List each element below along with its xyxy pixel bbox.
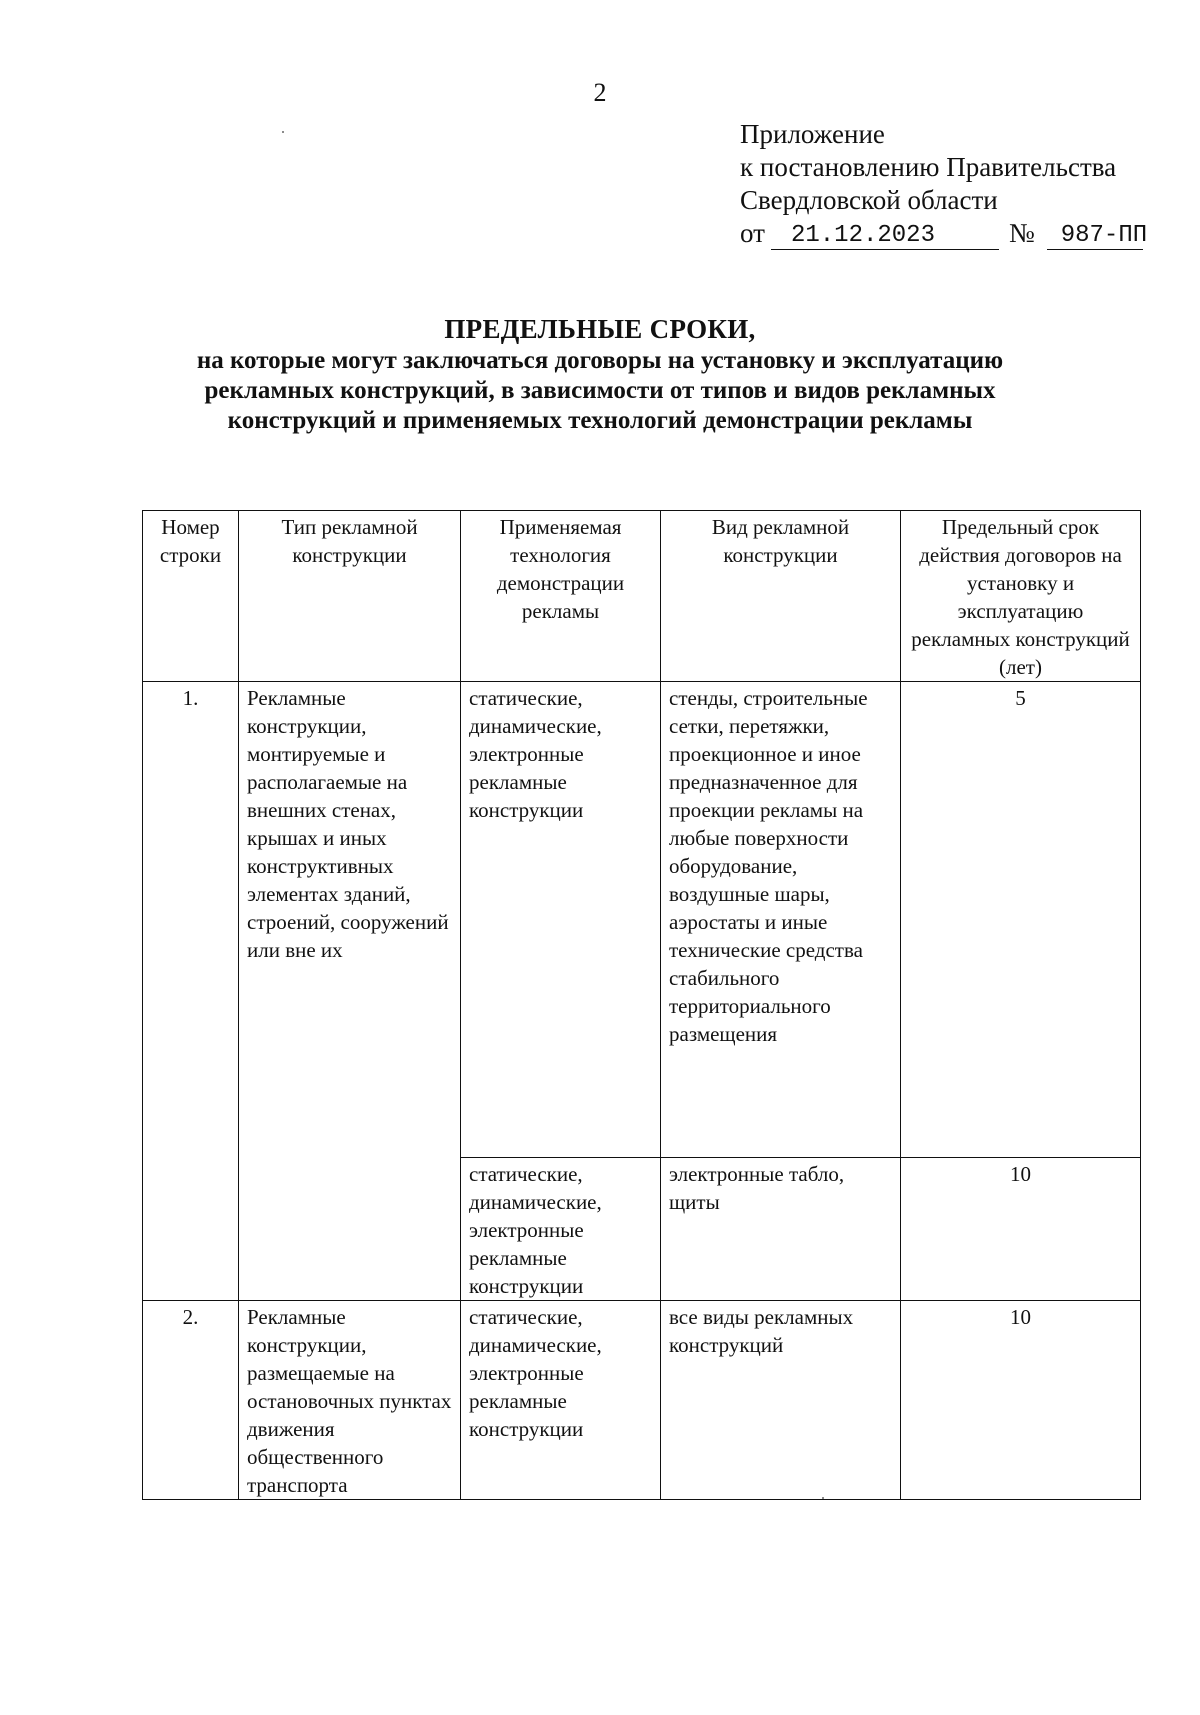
scan-speck: [822, 1497, 824, 1499]
row-kind: все виды рекламных конструкций: [661, 1301, 901, 1500]
title-line-2: рекламных конструкций, в зависимости от типов и видов рекламных: [204, 377, 996, 404]
title-heading: ПРЕДЕЛЬНЫЕ СРОКИ,: [444, 314, 756, 344]
row-technology: статические, динамические, электронные рекламные конструкции: [461, 682, 661, 1158]
annex-block: [740, 118, 1148, 250]
row-term: 5: [901, 682, 1141, 1158]
page-number: 2: [593, 78, 607, 107]
row-kind: электронные табло, щиты: [661, 1158, 901, 1301]
row-technology: статические, динамические, электронные рекламные конструкции: [461, 1158, 661, 1301]
table-row: [143, 1301, 1141, 1500]
header-construction-kind: Вид рекламной конструкции: [661, 511, 901, 682]
header-term: Предельный срок действия договоров на установку и эксплуатацию рекламных конструкций (лет): [901, 511, 1141, 682]
title-line-1: на которые могут заключаться договоры на установку и эксплуатацию: [196, 347, 1004, 374]
table-row: [143, 682, 1141, 1158]
title-line-3: конструкций и применяемых технологий демонстрации рекламы: [227, 407, 973, 434]
row-number: 1.: [143, 682, 239, 1301]
row-technology: статические, динамические, электронные рекламные конструкции: [461, 1301, 661, 1500]
date-prefix: от: [740, 218, 765, 248]
table-header-row: [143, 511, 1141, 682]
decree-date-number-line: [740, 217, 1148, 250]
annex-region: Свердловской области: [740, 185, 998, 215]
header-row-number: Номер строки: [143, 511, 239, 682]
decree-date: 21.12.2023: [771, 223, 999, 250]
header-technology: Применяемая технология демонстрации рекламы: [461, 511, 661, 682]
row-type: Рекламные конструкции, монтируемые и располагаемые на внешних стенах, крышах и иных конструктивных элементах зданий, строений, сооружений или вне их: [239, 682, 461, 1301]
header-construction-type: Тип рекламной конструкции: [239, 511, 461, 682]
number-label: №: [1008, 218, 1035, 248]
decree-number: 987-ПП: [1047, 223, 1143, 250]
row-term: 10: [901, 1301, 1141, 1500]
row-type: Рекламные конструкции, размещаемые на остановочных пунктах движения общественного транспорта: [239, 1301, 461, 1500]
terms-table: [142, 510, 1141, 1500]
row-kind: стенды, строительные сетки, перетяжки, проекционное и иное предназначенное для проекции рекламы на любые поверхности оборудование, воздушные шары, аэростаты и иные технические средства стабильного территориального размещения: [661, 682, 901, 1158]
annex-title: Приложение: [740, 119, 885, 149]
scan-speck: [282, 131, 284, 133]
row-number: 2.: [143, 1301, 239, 1500]
document-title: [100, 313, 1100, 436]
row-term: 10: [901, 1158, 1141, 1301]
annex-decree-ref: к постановлению Правительства: [740, 152, 1117, 182]
